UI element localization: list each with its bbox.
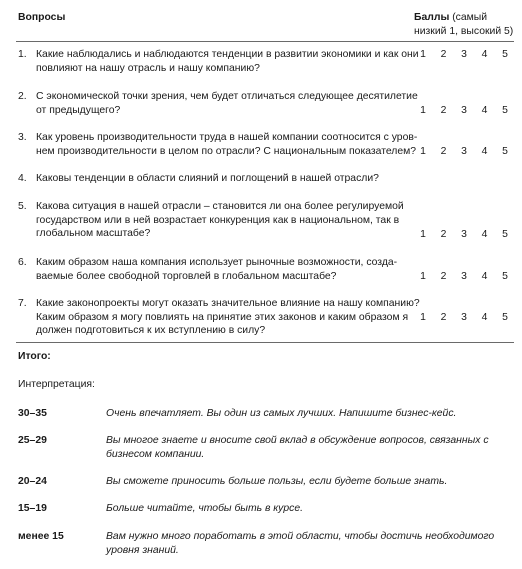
questions-header: Вопросы: [18, 12, 66, 23]
score-option[interactable]: 4: [481, 146, 488, 157]
score-option[interactable]: 4: [481, 271, 488, 282]
score-option[interactable]: 3: [461, 312, 467, 323]
question-text: Какие наблюдались и наблюдаются тенденции в развитии экономики и как они повлияют на нашу отрасль и нашу компанию?: [36, 49, 419, 74]
question-number: 5.: [18, 201, 27, 212]
score-option[interactable]: 1: [420, 312, 426, 323]
header-divider: [16, 41, 514, 42]
score-range: 30–35: [18, 408, 47, 419]
score-scale: [418, 145, 510, 159]
score-option[interactable]: 3: [461, 49, 467, 60]
question-text: Какова ситуация в нашей отрасли – становится ли она более регулируемой государством или в ней возрастает конкуренция как в национальном, так в глобальном масштабе?: [36, 201, 404, 240]
score-option[interactable]: 1: [420, 105, 426, 116]
question-text: Каким образом наша компания использует рыночные возможности, создаваемые более свободной торговлей в глобальном масштабе?: [36, 257, 398, 282]
score-option[interactable]: 2: [440, 312, 447, 323]
score-option[interactable]: 2: [440, 49, 447, 60]
score-scale: [418, 311, 510, 325]
question-number: 6.: [18, 257, 27, 268]
score-option[interactable]: 4: [481, 49, 488, 60]
score-range: 25–29: [18, 435, 47, 446]
interpretation-text: Больше читайте, чтобы быть в курсе.: [106, 503, 304, 514]
questions-divider: [16, 342, 514, 343]
score-option[interactable]: 4: [481, 229, 488, 240]
score-range: 20–24: [18, 476, 47, 487]
score-option[interactable]: 3: [461, 229, 467, 240]
question-number: 7.: [18, 298, 27, 309]
score-range: менее 15: [18, 531, 64, 542]
question-text: Какие законопроекты могут оказать значительное влияние на нашу компанию? Каким образом я могу повлиять на принятие этих законов и каким образом я должен подготовиться к их вступлению в силу?: [36, 298, 420, 337]
interpretation-text: Вам нужно много поработать в этой области, чтобы достичь необходимого уровня знаний.: [106, 531, 495, 556]
score-scale: [418, 270, 510, 284]
score-option[interactable]: 4: [481, 312, 488, 323]
score-option[interactable]: 3: [461, 271, 467, 282]
score-option[interactable]: 5: [502, 146, 508, 157]
question-number: 3.: [18, 132, 27, 143]
score-option[interactable]: 3: [461, 105, 467, 116]
score-option[interactable]: 3: [461, 146, 467, 157]
question-number: 1.: [18, 49, 27, 60]
score-option[interactable]: 4: [481, 105, 488, 116]
score-option[interactable]: 5: [502, 312, 508, 323]
score-option[interactable]: 5: [502, 271, 508, 282]
score-option[interactable]: 5: [502, 105, 508, 116]
question-number: 4.: [18, 173, 27, 184]
interpretation-text: Очень впечатляет. Вы один из самых лучших. Напишите бизнес-кейс.: [106, 408, 457, 419]
score-range: 15–19: [18, 503, 47, 514]
score-option[interactable]: 1: [420, 146, 426, 157]
score-header: [414, 11, 518, 38]
score-option[interactable]: 1: [420, 271, 426, 282]
score-option[interactable]: 2: [440, 105, 447, 116]
interpretation-text: Вы многое знаете и вносите свой вклад в обсуждение вопросов, связанных с бизнесом компании.: [106, 435, 489, 460]
score-option[interactable]: 5: [502, 229, 508, 240]
total-label: Итого:: [18, 351, 51, 362]
score-scale: [418, 228, 510, 242]
interpretation-label: Интерпретация:: [18, 379, 95, 390]
score-scale: [418, 104, 510, 118]
score-header-rest: (самый низкий 1, высокий 5): [414, 12, 514, 37]
score-option[interactable]: 1: [420, 229, 426, 240]
interpretation-text: Вы сможете приносить больше пользы, если будете больше знать.: [106, 476, 448, 487]
score-header-bold: Баллы: [414, 12, 450, 23]
score-option[interactable]: 2: [440, 146, 447, 157]
question-text: С экономической точки зрения, чем будет отличаться следующее десятилетие от предыдущего?: [36, 91, 418, 116]
question-text: Как уровень производительности труда в нашей компании соотносится с уровнем производительности в целом по отрасли? С национальным показателем?: [36, 132, 418, 157]
score-option[interactable]: 5: [502, 49, 508, 60]
score-option[interactable]: 1: [420, 49, 426, 60]
score-scale: [418, 48, 510, 62]
question-number: 2.: [18, 91, 27, 102]
score-option[interactable]: 2: [440, 229, 447, 240]
score-option[interactable]: 2: [440, 271, 447, 282]
question-text: Каковы тенденции в области слияний и поглощений в нашей отрасли?: [36, 173, 379, 184]
